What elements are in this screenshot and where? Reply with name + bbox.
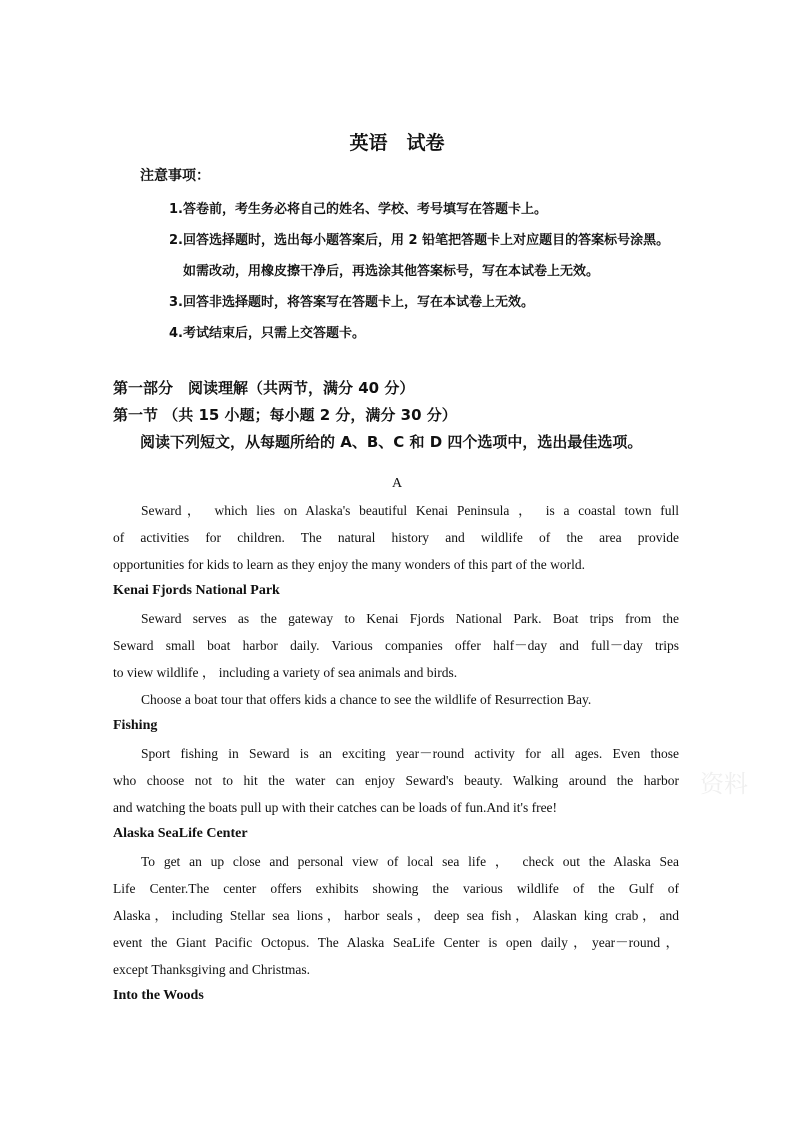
- instruction-text: 阅读下列短文，从每题所给的 A、B、C 和 D 四个选项中，选出最佳选项。: [140, 433, 643, 451]
- section-one-heading: 第一节 （共 15 小题；每小题 2 分，满分 30 分）: [113, 406, 457, 424]
- passage-line: to view wildlife ， including a variety of sea animals and birds.: [113, 665, 458, 680]
- watermark: 资料: [700, 770, 748, 798]
- passage-line: To get an up close and personal view of local sea life ， check out the Alaska Sea: [141, 854, 679, 869]
- notice-item-2-continued: 如需改动，用橡皮擦干净后，再选涂其他答案标号，写在本试卷上无效。: [183, 264, 600, 279]
- passage-line: who choose not to hit the water can enjoy Seward's beauty. Walking around the harbor: [113, 773, 679, 788]
- notice-heading: 注意事项：: [140, 168, 210, 184]
- passage-line: Seward small boat harbor daily. Various companies offer half－day and full－day trips: [113, 638, 679, 653]
- passage-line: Alaska，including Stellar sea lions，harbor seals，deep sea fish，Alaskan king crab，and: [113, 908, 679, 923]
- notice-item-3: 3.回答非选择题时，将答案写在答题卡上，写在本试卷上无效。: [169, 295, 534, 310]
- passage-line: Seward serves as the gateway to Kenai Fjords National Park. Boat trips from the: [141, 611, 679, 626]
- passage-line: Life Center.The center offers exhibits showing the various wildlife of the Gulf of: [113, 881, 679, 896]
- passage-subheading: Fishing: [113, 718, 158, 733]
- notice-item-4: 4.考试结束后，只需上交答题卡。: [169, 326, 365, 341]
- passage-letter: A: [391, 476, 403, 491]
- passage-line: Sport fishing in Seward is an exciting year－round activity for all ages. Even those: [141, 746, 679, 761]
- part-one-heading: 第一部分 阅读理解（共两节，满分 40 分）: [113, 379, 415, 397]
- passage-line: except Thanksgiving and Christmas.: [113, 962, 310, 977]
- passage-line: of activities for children. The natural history and wildlife of the area provide: [113, 530, 679, 545]
- passage-line: Choose a boat tour that offers kids a chance to see the wildlife of Resurrection Bay.: [141, 692, 592, 707]
- page-title: 英语 试卷: [349, 132, 445, 154]
- passage-subheading: Alaska SeaLife Center: [113, 826, 248, 841]
- passage-subheading: Into the Woods: [113, 988, 204, 1003]
- passage-subheading: Kenai Fjords National Park: [113, 583, 280, 598]
- passage-line: event the Giant Pacific Octopus. The Alaska SeaLife Center is open daily，year－round，: [113, 935, 679, 950]
- passage-line: and watching the boats pull up with their catches can be loads of fun.And it's free!: [113, 800, 558, 815]
- notice-item-2: 2.回答选择题时，选出每小题答案后，用 2 铅笔把答题卡上对应题目的答案标号涂黑。: [169, 233, 670, 248]
- passage-line: opportunities for kids to learn as they enjoy the many wonders of this part of the world.: [113, 557, 586, 572]
- passage-line: Seward， which lies on Alaska's beautiful Kenai Peninsula ， is a coastal town full: [141, 503, 679, 518]
- notice-item-1: 1.答卷前，考生务必将自己的姓名、学校、考号填写在答题卡上。: [169, 202, 547, 217]
